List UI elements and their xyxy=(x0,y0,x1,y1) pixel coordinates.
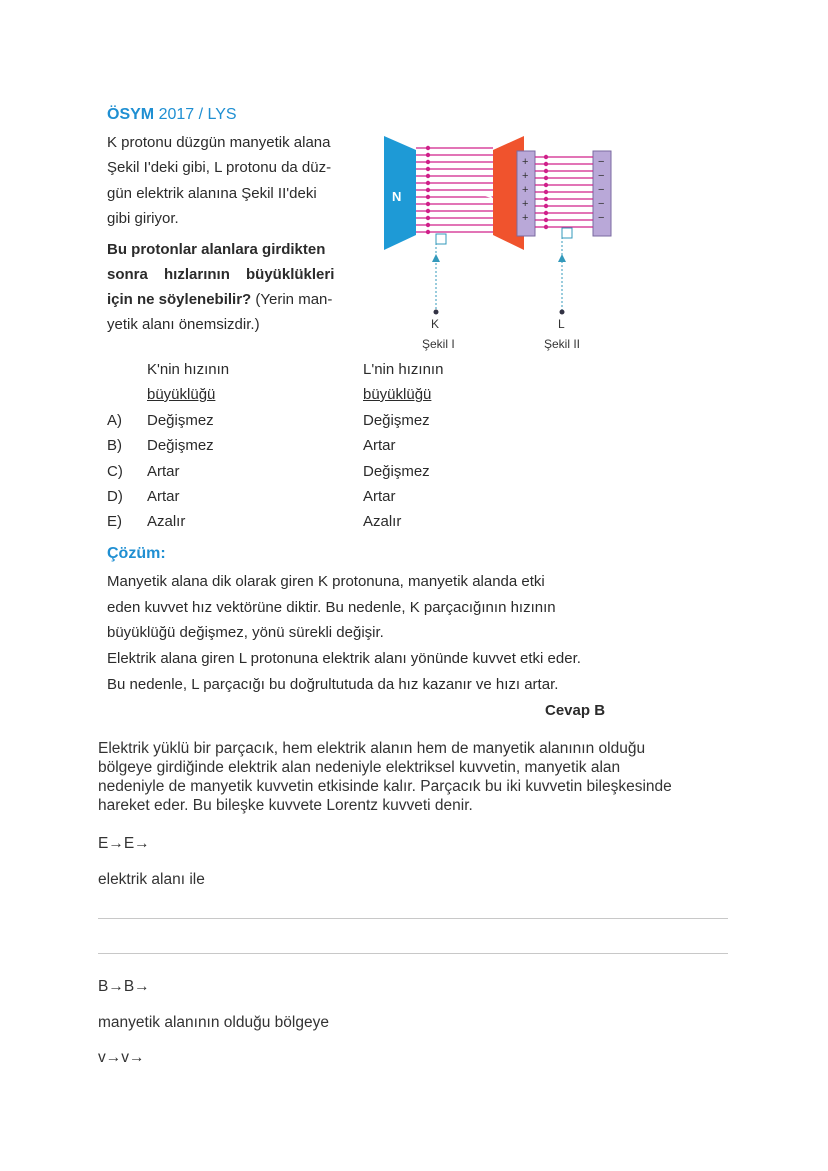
field-arrow-icon xyxy=(426,230,429,233)
k-arrow-icon xyxy=(432,254,440,262)
field-arrow-icon xyxy=(426,223,429,226)
plus-sign: + xyxy=(522,198,529,210)
caption-1: Şekil I xyxy=(422,337,455,351)
plus-sign: + xyxy=(522,170,529,182)
field-arrow-icon xyxy=(544,204,547,207)
minus-sign: − xyxy=(598,184,605,196)
field-arrow-icon xyxy=(426,153,429,156)
question-tail: (Yerin man- xyxy=(255,291,333,308)
field-arrow-icon xyxy=(544,155,547,158)
option-k: Artar xyxy=(147,487,180,505)
source-header xyxy=(107,106,237,124)
option-letter: E) xyxy=(107,513,122,531)
field-arrow-icon xyxy=(426,209,429,212)
plus-sign: + xyxy=(522,184,529,196)
question-line: yetik alanı önemsizdir.) xyxy=(107,316,260,333)
field-arrow-icon xyxy=(426,181,429,184)
south-label: S xyxy=(484,189,493,204)
v-vector: v→v→ xyxy=(98,1049,145,1066)
field-arrow-icon xyxy=(426,146,429,149)
field-arrow-icon xyxy=(544,211,547,214)
minus-sign: − xyxy=(598,212,605,224)
minus-sign: − xyxy=(598,170,605,182)
field-arrow-icon xyxy=(544,218,547,221)
option-l: Değişmez xyxy=(363,462,430,480)
plus-sign: + xyxy=(522,156,529,168)
question-bold: sonra hızlarının büyüklükleri xyxy=(107,266,335,283)
field-arrow-icon xyxy=(544,162,547,165)
right-angle-mark xyxy=(562,228,572,238)
l-dot xyxy=(560,310,565,315)
field-arrow-icon xyxy=(426,167,429,170)
b-text: manyetik alanının olduğu bölgeye xyxy=(98,1014,329,1031)
question-line: gibi giriyor. xyxy=(107,210,179,227)
source-exam: ÖSYM xyxy=(107,106,155,123)
source-year: 2017 / LYS xyxy=(158,106,237,123)
paragraph-line: bölgeye girdiğinde elektrik alan nedeniyle elektriksel kuvvetin, manyetik alan xyxy=(98,759,621,776)
e-text: elektrik alanı ile xyxy=(98,871,205,888)
field-arrow-icon xyxy=(426,202,429,205)
option-l: Değişmez xyxy=(363,412,430,429)
field-arrow-icon xyxy=(426,188,429,191)
field-arrow-icon xyxy=(544,225,547,228)
magnetic-field-lines xyxy=(416,146,493,233)
k-dot xyxy=(434,310,439,315)
option-k: Azalır xyxy=(147,513,186,531)
field-arrow-icon xyxy=(426,160,429,163)
k-label: K xyxy=(431,317,440,331)
l-arrow-icon xyxy=(558,254,566,262)
col-k-header: büyüklüğü xyxy=(147,386,216,403)
paragraph-line: hareket eder. Bu bileşke kuvvete Lorentz kuvveti denir. xyxy=(98,797,473,814)
field-figure xyxy=(380,130,630,360)
solution-line: büyüklüğü değişmez, yönü sürekli değişir. xyxy=(107,624,384,641)
body-paragraph xyxy=(98,739,672,815)
option-letter: C) xyxy=(107,462,123,480)
field-arrow-icon xyxy=(544,169,547,172)
option-l: Artar xyxy=(363,487,396,505)
option-k: Artar xyxy=(147,462,180,480)
option-letter: D) xyxy=(107,487,123,505)
solution-line: eden kuvvet hız vektörüne diktir. Bu nedenle, K parçacığının hızının xyxy=(107,599,556,616)
minus-sign: − xyxy=(598,198,605,210)
option-letter: A) xyxy=(107,412,122,429)
answer: Cevap B xyxy=(545,702,606,719)
field-arrow-icon xyxy=(426,195,429,198)
option-k: Değişmez xyxy=(147,412,214,429)
solution-title: Çözüm: xyxy=(107,545,166,562)
minus-sign: − xyxy=(598,156,605,168)
field-arrow-icon xyxy=(426,174,429,177)
question-line: K protonu düzgün manyetik alana xyxy=(107,134,331,151)
plus-sign: + xyxy=(522,212,529,224)
divider xyxy=(98,918,728,919)
question-bold: Bu protonlar alanlara girdikten xyxy=(107,241,326,258)
field-arrow-icon xyxy=(544,190,547,193)
option-l: Azalır xyxy=(363,513,402,531)
electric-field-lines xyxy=(535,155,593,228)
north-label: N xyxy=(392,189,402,204)
l-label: L xyxy=(558,317,565,331)
col-l-header: L'nin hızının xyxy=(363,361,444,378)
solution-line: Manyetik alana dik olarak giren K protonuna, manyetik alanda etki xyxy=(107,573,545,590)
solution-line: Elektrik alana giren L protonuna elektrik alanı yönünde kuvvet etki eder. xyxy=(107,650,581,667)
solution-line: Bu nedenle, L parçacığı bu doğrultutuda da hız kazanır ve hızı artar. xyxy=(107,676,559,693)
divider xyxy=(98,953,728,954)
col-k-header: K'nin hızının xyxy=(147,361,230,378)
paragraph-line: Elektrik yüklü bir parçacık, hem elektrik alanın hem de manyetik alanının olduğu xyxy=(98,740,646,757)
field-arrow-icon xyxy=(426,216,429,219)
right-angle-mark xyxy=(436,234,446,244)
option-l: Artar xyxy=(363,437,396,455)
option-k: Değişmez xyxy=(147,437,214,455)
field-arrow-icon xyxy=(544,176,547,179)
question-line: Şekil I'deki gibi, L protonu da düz- xyxy=(107,159,332,176)
question-bold-line xyxy=(107,291,332,308)
e-vector: E→E→ xyxy=(98,835,150,852)
b-vector: B→B→ xyxy=(98,978,150,995)
question-line: gün elektrik alanına Şekil II'deki xyxy=(107,185,317,202)
col-l-header: büyüklüğü xyxy=(363,386,432,403)
field-arrow-icon xyxy=(544,183,547,186)
option-letter: B) xyxy=(107,437,122,455)
caption-2: Şekil II xyxy=(544,337,581,351)
field-arrow-icon xyxy=(544,197,547,200)
question-bold: için ne söylenebilir? xyxy=(107,291,252,308)
paragraph-line: nedeniyle de manyetik kuvvetin etkisinde kalır. Parçacık bu iki kuvvetin bileşkesinde xyxy=(98,778,672,795)
